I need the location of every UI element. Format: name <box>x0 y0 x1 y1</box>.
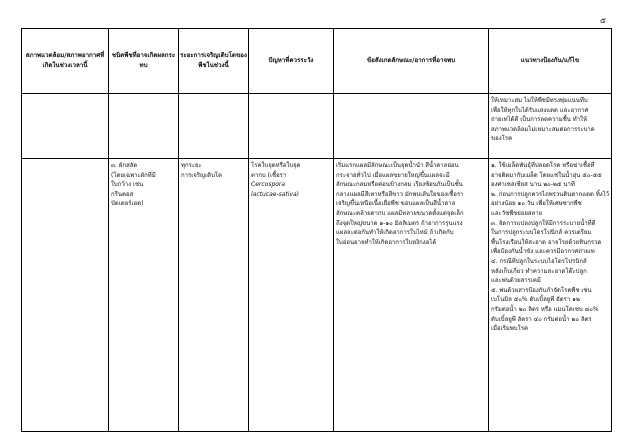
text-line: อย่างน้อย ๑๐ วัน เพื่อให้เศษซากพืช <box>491 200 582 208</box>
table-cell <box>22 94 109 159</box>
table-cell <box>179 94 249 159</box>
text-line: เจริญขึ้นเหนือเนื้อเยื่อพืช ขอบแผลเป็นสีน้ำตาล <box>336 200 456 208</box>
scientific-name: lactucae-sativa) <box>251 190 300 198</box>
table-cell <box>22 159 109 432</box>
text-line: กระจายทั่วไป เมื่อแผลขยายใหญ่ขึ้นแผลจะมี <box>336 171 450 179</box>
text-line: ใบอ่อนอาจทำให้เกิดอาการใบหงิกงอได้ <box>336 238 437 246</box>
text-line: ของโรค <box>491 135 513 143</box>
text-line: หลังเก็บเกี่ยว ทำความสะอาดโต๊ะปลูก <box>491 267 587 275</box>
header-prevention: แนวทางป้องกัน/แก้ไข <box>489 29 612 94</box>
text-line: การเจริญเติบโต <box>181 171 223 179</box>
header-symptoms: ข้อสังเกตลักษณะ/อาการที่อาจพบ <box>334 29 489 94</box>
table-cell <box>109 94 179 159</box>
text-line: ๔. กรณีที่ปลูกในระบบไฮโดรโปรนิกส์ <box>491 257 587 265</box>
text-line: เมื่อเริ่มพบโรค <box>491 325 529 333</box>
page-number: ๕ <box>600 16 607 25</box>
header-problem: ปัญหาที่ควรระวัง <box>249 29 334 94</box>
text-line: พื้นโรงเรือนให้สะอาด อาจโรยด้วยหินกรวด <box>491 238 602 246</box>
text-line: กรีนคอส <box>111 190 134 198</box>
text-line: แผลจะต่อกันทำให้เกิดอาการใบไหม้ ถ้าเกิดกับ <box>336 229 454 237</box>
text-line: อาจติดมากับเมล็ด โดยแช่ในน้ำอุ่น ๕๐-๕๕ <box>491 171 602 179</box>
text-line: เบโนมิล ๕๐% ดับเบิ้ลยูพี อัตรา ๑๒ <box>491 296 580 304</box>
text-line: ใบกว้าง เช่น <box>111 181 144 189</box>
text-line: (โดยเฉพาะผักที่มี <box>111 171 156 179</box>
text-line: ตากบ (เชื้อรา <box>251 171 287 179</box>
table-header-row <box>22 29 612 94</box>
text-line: ๓. ผักสลัด <box>111 162 138 169</box>
text-line: สภาพแวดล้อมไม่เหมาะสมต่อการระบาด <box>491 125 595 133</box>
text-line: ในการปลูกระบบโดรโปนิกส์ ควรเตรียม <box>491 229 592 237</box>
text-line: องศาเซลเซียส นาน ๒๐-๒๕ นาที <box>491 181 575 189</box>
pest-management-table <box>21 28 612 432</box>
scientific-name: Cercospora <box>251 181 286 189</box>
text-line: กรัมต่อน้ำ ๒๐ ลิตร หรือ แมนโคเซบ ๘๐% <box>491 305 599 313</box>
prevention-cell <box>489 159 612 432</box>
text-line: ๓. จัดการแปลงปลูกให้มีการระบายน้ำที่ดี <box>491 219 596 227</box>
table-row <box>22 159 612 432</box>
text-line: และพ่นด้วยสารเคมี <box>491 277 541 285</box>
text-line: โรคใบจุดหรือใบจุด <box>251 162 301 169</box>
problem-cell <box>249 159 334 432</box>
header-environment: สภาพแวดล้อม/สภาพอากาศที่เกิดในช่วงเวลานี้ <box>22 29 109 94</box>
table-cell <box>334 94 489 159</box>
text-line: ให้เหมาะสม ไม่ให้พืชมีทรงพุ่มแน่นทึบ <box>491 97 588 104</box>
table-row <box>22 94 612 159</box>
plant-type-cell <box>109 159 179 432</box>
text-line: ลักษณะคล้ายตากบ แผลมีหลายขนาดตั้งแต่จุดเล็ก <box>336 209 464 217</box>
table-cell <box>249 94 334 159</box>
text-line: และวัชพืชย่อยสลาย <box>491 209 543 217</box>
symptoms-cell <box>334 159 489 432</box>
text-line: เพื่อให้ทุกใบได้รับแสงแดด และอากาศ <box>491 106 589 114</box>
header-growth-stage: ระยะการเจริญเติบโตของพืชในช่วงนี้ <box>179 29 249 94</box>
text-line: เริ่มแรกแผลมีลักษณะเป็นจุดน้ำนำ สีน้ำตาลอ่อน <box>336 162 459 169</box>
prevention-cell <box>489 94 612 159</box>
text-line: ทุกระยะ <box>181 162 202 169</box>
text-line: กลางแผลมีสีเทาหรือสีขาว มักพบเส้นใยของเชื้อรา <box>336 190 464 198</box>
header-plant-type: ชนิดพืชที่อาจเกิดผลกระทบ <box>109 29 179 94</box>
text-line: ดับเบิ้ลยูพี อัตรา ๔๐ กรัมต่อน้ำ ๒๐ ลิตร <box>491 315 592 323</box>
text-line: ลักษณะกลมหรือค่อนข้างกลม เรียงซ้อนกันเป็นชั้น <box>336 181 463 189</box>
growth-stage-cell <box>179 159 249 432</box>
text-line: ๒. ก่อนการปลูกควรไถพรวนดินตากแดด ทิ้งไว้ <box>491 190 610 198</box>
text-line: เพื่อป้องกันน้ำขัง และควรมีอากาศถ่ายเท <box>491 248 595 256</box>
text-line: ๕. พ่นด้วยสารป้องกันกำจัดโรคพืช เช่น <box>491 286 592 294</box>
text-line: ๑. ใช้เมล็ดพันธุ์ที่ปลอดโรค หรือฆ่าเชื้อที่ <box>491 162 595 169</box>
text-line: บัตเตอร์เฮด) <box>111 200 144 208</box>
text-line: ถึงจุดใหญ่ขนาด ๑-๑๐ มิลลิเมตร ถ้าอาการรุนแรง <box>336 219 463 227</box>
text-line: ถ่ายเทได้ดี เป็นการลดความชื้น ทำให้ <box>491 116 587 124</box>
